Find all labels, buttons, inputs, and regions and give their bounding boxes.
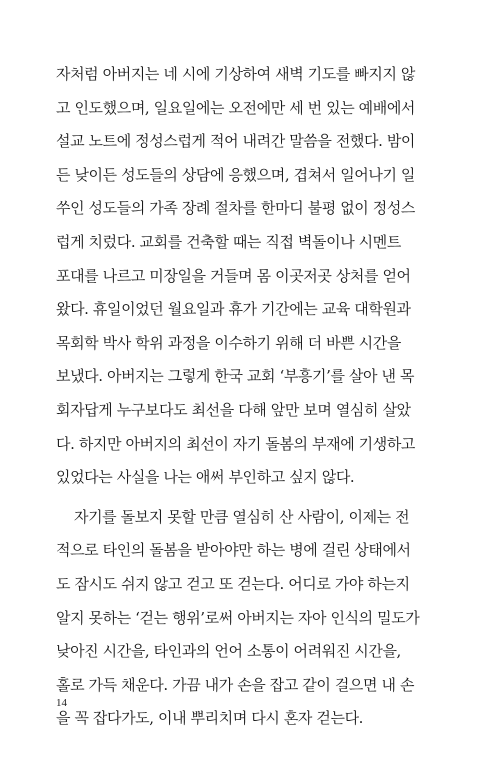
paragraph-1 [56,58,446,495]
text-line: 설교 노트에 정성스럽게 적어 내려간 말씀을 전했다. 밤이 [56,132,416,151]
text-line: 럽게 치렀다. 교회를 건축할 때는 직접 벽돌이나 시멘트 [56,232,401,251]
text-line: 왔다. 휴일이었던 월요일과 휴가 기간에는 교육 대학원과 [56,300,411,319]
text-line: 낮아진 시간을, 타인과의 언어 소통이 어려워진 시간을, [56,642,401,661]
text-line: 있었다는 사실을 나는 애써 부인하고 싶지 않다. [56,468,355,487]
text-line: 고 인도했으며, 일요일에는 오전에만 세 번 있는 예배에서 [56,98,416,117]
text-line: 도 잠시도 쉬지 않고 걷고 또 걷는다. 어디로 가야 하는지 [56,574,410,593]
text-line: 다. 하지만 아버지의 최선이 자기 돌봄의 부재에 기생하고 [56,434,416,453]
text-line: 포대를 나르고 미장일을 거들며 몸 이곳저곳 상처를 얻어 [56,266,411,285]
text-line: 회자답게 누구보다도 최선을 다해 앞만 보며 열심히 살았 [56,400,411,419]
text-line: 적으로 타인의 돌봄을 받아야만 하는 병에 걸린 상태에서 [56,541,411,560]
text-line: 목회학 박사 학위 과정을 이수하기 위해 더 바쁜 시간을 [56,333,401,352]
text-line: 쑤인 성도들의 가족 장례 절차를 한마디 불평 없이 정성스 [56,199,416,218]
page-number: 14 [56,697,67,709]
text-line: 자처럼 아버지는 네 시에 기상하여 새벽 기도를 빠지지 않 [56,65,416,83]
body-text [56,58,446,736]
text-line: 보냈다. 아버지는 그렇게 한국 교회 ‘부흥기’를 살아 낸 목 [56,367,415,386]
paragraph-2 [56,501,446,736]
text-line: 홀로 가득 채운다. 가끔 내가 손을 잡고 같이 걸으면 내 손 [56,675,415,694]
text-line: 알지 못하는 ‘걷는 행위’로써 아버지는 자아 인식의 밀도가 [56,608,420,627]
text-line: 을 꼭 잡다가도, 이내 뿌리치며 다시 혼자 걷는다. [56,709,364,728]
text-line: 든 낮이든 성도들의 상담에 응했으며, 겹쳐서 일어나기 일 [56,165,416,184]
text-line: 자기를 돌보지 못할 만큼 열심히 산 사람이, 이제는 전 [74,507,410,526]
